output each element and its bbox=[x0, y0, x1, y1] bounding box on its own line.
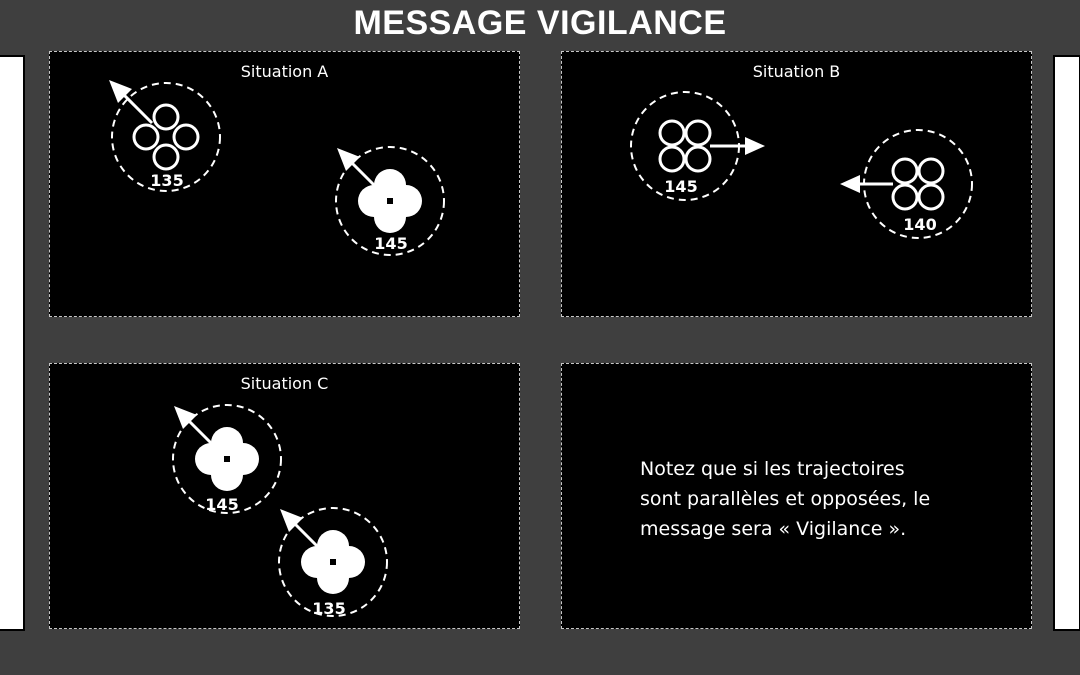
situation-c-drawing bbox=[50, 364, 521, 630]
left-side-bar bbox=[0, 55, 25, 631]
situation-a-drawing bbox=[50, 52, 521, 318]
panel-title: Situation A bbox=[240, 62, 329, 81]
note-line: sont parallèles et opposées, le bbox=[640, 488, 931, 510]
situation-b-drawing bbox=[562, 52, 1033, 318]
drone-altitude-label: 145 bbox=[664, 177, 698, 196]
panel-title: Situation C bbox=[240, 374, 329, 393]
drone-altitude-label: 140 bbox=[903, 215, 937, 234]
panel-note bbox=[561, 363, 1032, 629]
drone-outline-icon bbox=[631, 92, 765, 200]
note-text bbox=[640, 454, 1000, 544]
note-line: message sera « Vigilance ». bbox=[640, 518, 907, 540]
right-side-bar bbox=[1053, 55, 1080, 631]
drone-altitude-label: 145 bbox=[374, 234, 408, 253]
drone-altitude-label: 135 bbox=[150, 171, 184, 190]
panel-situation-a bbox=[49, 51, 520, 317]
drone-altitude-label: 135 bbox=[312, 599, 346, 618]
page-title: MESSAGE VIGILANCE bbox=[353, 4, 727, 42]
panel-situation-c bbox=[49, 363, 520, 629]
note-line: Notez que si les trajectoires bbox=[640, 458, 905, 480]
panel-situation-b bbox=[561, 51, 1032, 317]
panel-title: Situation B bbox=[752, 62, 841, 81]
drone-altitude-label: 145 bbox=[205, 495, 239, 514]
